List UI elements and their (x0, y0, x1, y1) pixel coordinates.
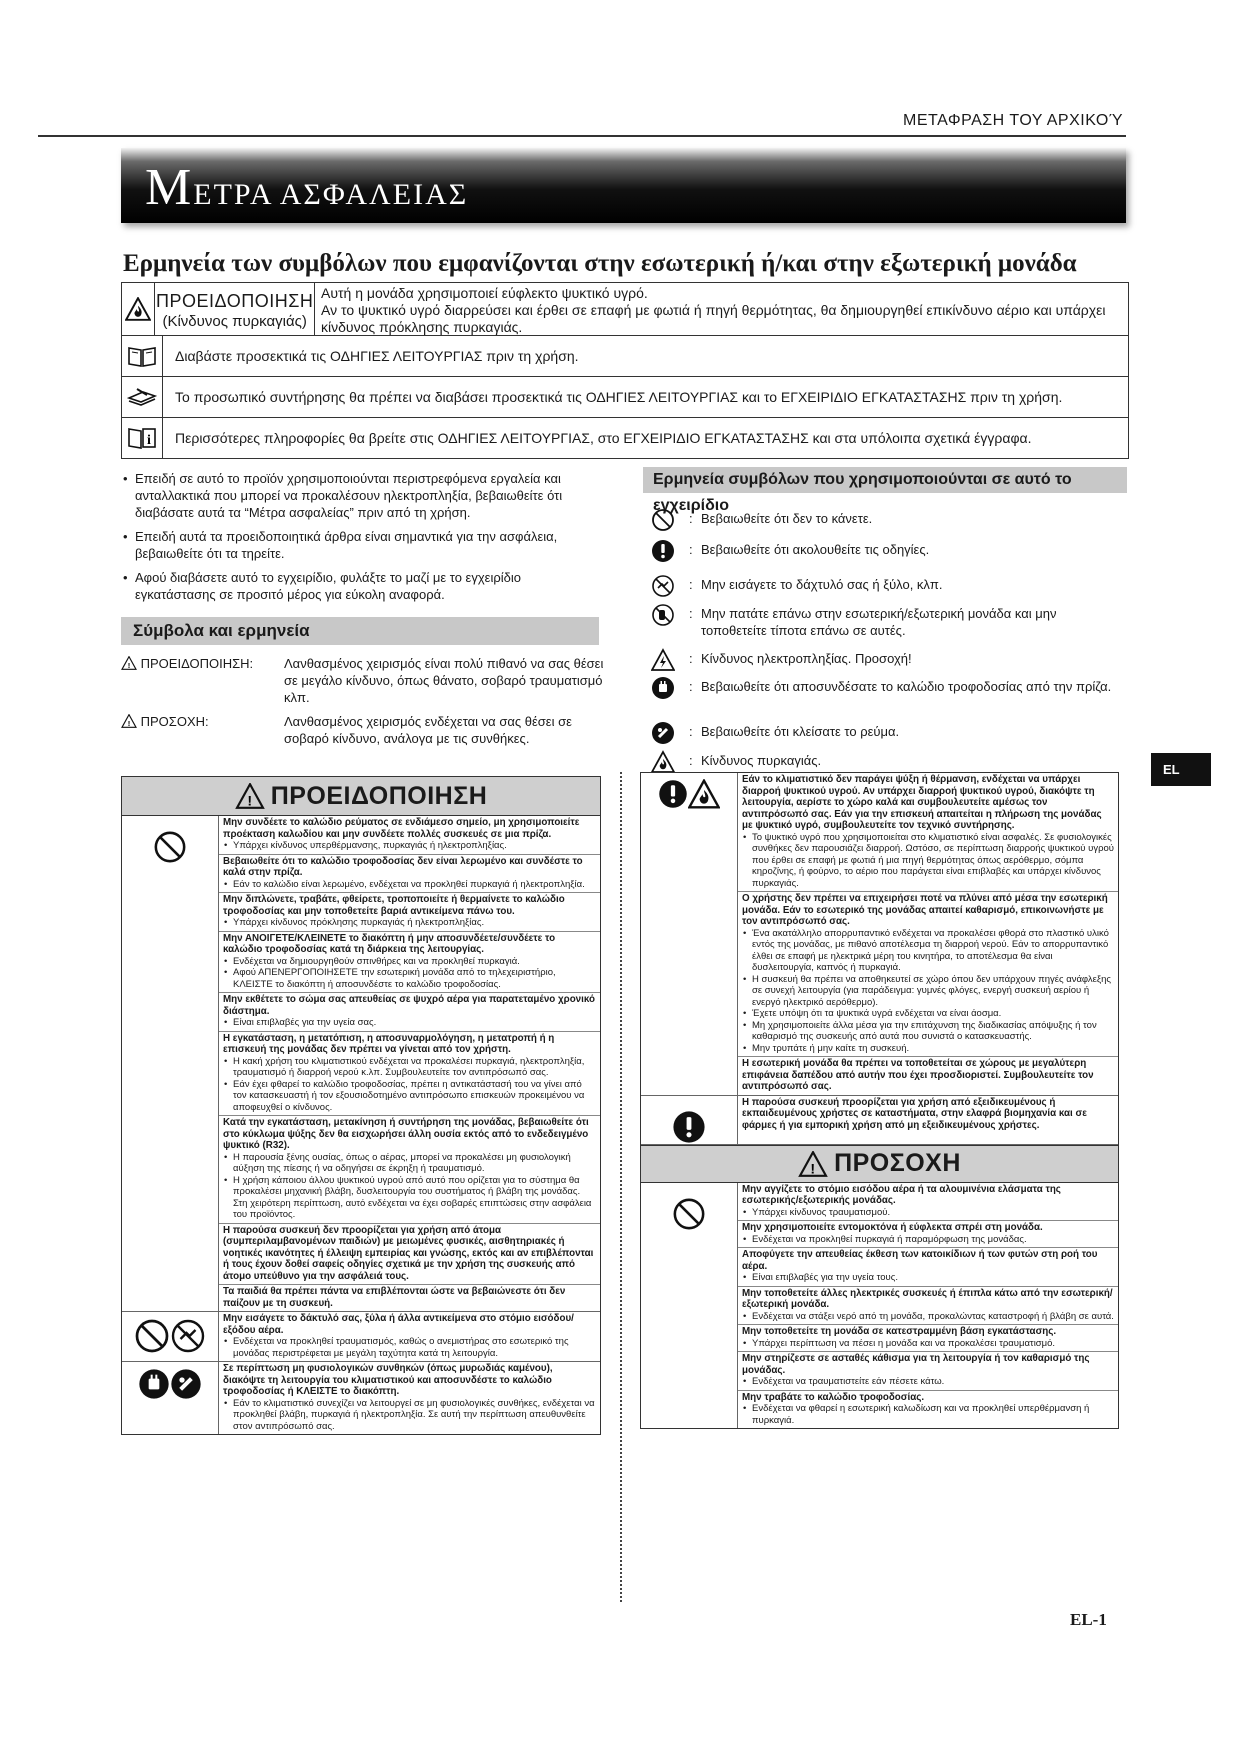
safety-item (738, 773, 1118, 892)
safety-item-note: • Ενδέχεται να τραυματιστείτε εάν πέσετε κάτω. (742, 1376, 1114, 1388)
signal-warning: ΠΡΟΕΙΔΟΠΟΙΗΣΗ: Λανθασμένος χειρισμός είναι πολύ πιθανό να σας θέσει σε μεγάλο κίνδυνο, όπως θάνατο, σοβαρό τραυματισμό κλπ. (121, 655, 611, 715)
safety-item (219, 1116, 600, 1224)
safety-item (738, 1183, 1118, 1222)
safety-item-heading: Σε περίπτωση μη φυσιολογικών συνθηκών (όπως μυρωδιάς καμένου), διακόψτε τη λειτουργία του κλιματιστικού και αποσυνδέστε το καλώδιο τροφοδοσίας ή ΚΛΕΙΣΤΕ το διακόπτη. (223, 1363, 553, 1397)
read-manual-row (122, 336, 1128, 377)
warning-box-heading: ΠΡΟΕΙΔΟΠΟΙΗΣΗ (122, 777, 600, 816)
safety-item-heading: Μην χρησιμοποιείτε εντομοκτόνα ή εύφλεκτα σπρέι στη μονάδα. (742, 1222, 1043, 1233)
page-title: ΜΕΤΡΑ ΑΣΦΑΛΕΙΑΣ (145, 159, 469, 216)
header-rule (38, 135, 1126, 137)
safety-item-heading: Μην τραβάτε το καλώδιο τροφοδοσίας. (742, 1391, 925, 1403)
safety-item-note: • Ενδέχεται να φθαρεί η εσωτερική καλωδίωση και να προκληθεί υπερθέρμανση ή πυρκαγιά. (742, 1403, 1114, 1426)
manual-symbol-row: : Βεβαιωθείτε ότι δεν το κάνετε. (651, 510, 1121, 530)
safety-item-heading: Μην εκθέτετε το σώμα σας απευθείας σε ψυχρό αέρα για παρατεταμένο χρονικό διάστημα. (223, 994, 595, 1017)
safety-item (738, 1248, 1118, 1287)
signals-heading: Σύμβολα και ερμηνεία (121, 617, 599, 645)
language-tab: EL (1151, 753, 1211, 786)
intro-bullets (121, 470, 601, 610)
fire-icon (651, 750, 675, 774)
safety-item (738, 1325, 1118, 1352)
safety-item-heading: Μην στηρίζεστε σε ασταθές κάθισμα για τη λειτουργία ή τον καθαρισμό της μονάδας. (742, 1353, 1090, 1376)
safety-item-heading: Μην εισάγετε το δάκτυλό σας, ξύλα ή άλλα αντικείμενα στο στόμιο εισόδου/εξόδου αέρα. (223, 1313, 574, 1336)
warning-group-refrigerant (641, 773, 1118, 1096)
safety-item-note: • Είναι επιβλαβές για την υγεία σας. (223, 1017, 596, 1029)
safety-item-heading: Μην τοποθετείτε άλλες ηλεκτρικές συσκευές ή έπιπλα κάτω από την εσωτερική/εξωτερική μονάδα. (742, 1287, 1113, 1310)
warning-triangle-icon (798, 1151, 828, 1177)
safety-item-note: • Η παρουσία ξένης ουσίας, όπως ο αέρας, μπορεί να προκαλέσει μη φυσιολογική αύξηση της πίεσης ή να οδηγήσει σε έκρηξη ή τραυματισμό. (223, 1152, 596, 1175)
prohibition-icon (134, 1318, 170, 1354)
warning-triangle-icon (121, 714, 137, 728)
fire-warning-subtitle: (Κίνδυνος πυρκαγιάς) (162, 313, 307, 330)
safety-item (738, 1391, 1118, 1429)
safety-item (738, 1096, 1118, 1134)
no-stepping-icon (651, 603, 675, 627)
warning-triangle-icon (235, 783, 265, 809)
safety-item (219, 993, 600, 1032)
intro-bullet: • Αφού διαβάσετε αυτό το εγχειρίδιο, φυλάξτε το μαζί με το εγχειρίδιο εγκατάστασης σε προσιτό μέρος για εύκολη αναφορά. (121, 569, 601, 603)
fire-warning-line-1: Αυτή η μονάδα χρησιμοποιεί εύφλεκτο ψυκτικό υγρό. (321, 285, 648, 301)
safety-item (219, 816, 600, 855)
power-off-icon (170, 1368, 202, 1400)
manual-symbol-row: : Μην πατάτε επάνω στην εσωτερική/εξωτερική μονάδα και μην τοποθετείτε τίποτα επάνω σε αυτές. (651, 605, 1121, 641)
safety-item (219, 1224, 600, 1286)
intro-bullet: • Επειδή αυτά τα προειδοποιητικά άρθρα είναι σημαντικά για την ασφάλεια, βεβαιωθείτε ότι τα τηρείτε. (121, 528, 601, 562)
no-finger-icon (651, 574, 675, 598)
unplug-icon (651, 676, 675, 700)
safety-item-heading: Αποφύγετε την απευθείας έκθεση των κατοικίδιων ή των φυτών στη ροή του αέρα. (742, 1249, 1098, 1272)
manual-symbol-row: : Μην εισάγετε το δάχτυλό σας ή ξύλο, κλπ. (651, 576, 1121, 596)
signal-caution: ΠΡΟΣΟΧΗ: Λανθασμένος χειρισμός ενδέχεται να σας θέσει σε σοβαρό κίνδυνο, ανάλογα με τις συνθήκες. (121, 713, 611, 753)
manual-symbol-row: : Βεβαιωθείτε ότι ακολουθείτε τις οδηγίες. (651, 541, 1121, 561)
safety-item-heading: Μην ΑΝΟΙΓΕΤΕ/ΚΛΕΙΝΕΤΕ το διακόπτη ή μην αποσυνδέετε/συνδέετε το καλώδιο τροφοδοσίας κατά τη διάρκεια της λειτουργίας. (223, 932, 556, 955)
manual-symbol-row: : Κίνδυνος ηλεκτροπληξίας. Προσοχή! (651, 650, 1121, 670)
safety-item-note: • Υπάρχει κίνδυνος υπερθέρμανσης, πυρκαγιάς ή ηλεκτροπληξίας. (223, 840, 596, 852)
safety-item-note: • Η χρήση κάποιου άλλου ψυκτικού υγρού από αυτό που ορίζεται για το σύστημα θα προκαλέσει μηχανική βλάβη, δυσλειτουργία του συστήματος ή βλάβη της μονάδας. Στη χειρότερη περίπτωση, αυτό ενδέχεται να έχει σοβαρές επιπτώσεις στην ασφάλεια του προϊόντος. (223, 1175, 596, 1221)
manual-symbol-row: : Κίνδυνος πυρκαγιάς. (651, 752, 1121, 772)
safety-item (219, 932, 600, 994)
fire-warning-line-2: Αν το ψυκτικό υγρό διαρρεύσει και έρθει σε επαφή με φωτιά ή πηγή θερμότητας, θα δημιουργηθεί επικίνδυνο αέριο και υπάρχει κίνδυνος πρόκλησης πυρκαγιάς. (321, 302, 1106, 335)
safety-item (219, 893, 600, 932)
safety-item-note: • Έχετε υπόψη ότι τα ψυκτικά υγρά ενδέχεται να είναι άοσμα. (742, 1008, 1114, 1020)
column-divider (620, 772, 622, 1602)
safety-item-heading: Η εγκατάσταση, η μετατόπιση, η αποσυναρμολόγηση, η μετατροπή ή η επισκευή της μονάδας δεν πρέπει να γίνεται από τον χρήστη. (223, 1032, 555, 1055)
warning-box-continued (640, 772, 1119, 1429)
service-manual-text: Το προσωπικό συντήρησης θα πρέπει να διαβάσει προσεκτικά τις ΟΔΗΓΙΕΣ ΛΕΙΤΟΥΡΓΙΑΣ και το ΕΓΧΕΙΡΙΔΙΟ ΕΓΚΑΤΑΣΤΑΣΗΣ πριν τη χρήση. (175, 389, 1063, 405)
service-manual-row (122, 377, 1128, 418)
safety-item-note: • Ενδέχεται να στάξει νερό από τη μονάδα, προκαλώντας καταστροφή ή βλάβη σε αυτά. (742, 1311, 1114, 1323)
book-icon (122, 336, 163, 376)
safety-item-heading: Βεβαιωθείτε ότι το καλώδιο τροφοδοσίας δεν είναι λερωμένο και συνδέστε το καλά στην πρίζα. (223, 855, 583, 878)
safety-item-note: • Υπάρχει κίνδυνος πρόκλησης πυρκαγιάς ή ηλεκτροπληξίας. (223, 917, 596, 929)
info-text: Περισσότερες πληροφορίες θα βρείτε στις ΟΔΗΓΙΕΣ ΛΕΙΤΟΥΡΓΙΑΣ, στο ΕΓΧΕΙΡΙΔΙΟ ΕΓΚΑΤΑΣΤΑΣΗΣ και στα υπόλοιπα σχετικά έγγραφα. (175, 430, 1032, 446)
service-manual-icon (122, 377, 163, 417)
safety-item-heading: Τα παιδιά θα πρέπει πάντα να επιβλέπονται ώστε να βεβαιώνεστε ότι δεν παίζουν με τη συσκευή. (223, 1286, 566, 1309)
symbols-table (121, 282, 1129, 459)
safety-item-heading: Μην αγγίζετε το στόμιο εισόδου αέρα ή τα αλουμινένια ελάσματα της εσωτερικής/εξωτερικής μονάδας. (742, 1183, 1061, 1206)
warning-group-fingers (122, 1312, 600, 1362)
fire-warning-row (122, 283, 1128, 336)
electric-shock-icon (651, 648, 675, 672)
safety-item (738, 1352, 1118, 1391)
warning-group-abnormal (122, 1362, 600, 1434)
power-off-icon (651, 721, 675, 745)
safety-item-heading: Μην τοποθετείτε τη μονάδα σε κατεστραμμένη βάση εγκατάστασης. (742, 1326, 1057, 1337)
safety-item-heading: Κατά την εγκατάσταση, μετακίνηση ή συντήρηση της μονάδας, βεβαιωθείτε ότι στο κύκλωμα ψύξης δεν θα εισχωρήσει άλλη ουσία εκτός από το ενδεδειγμένο ψυκτικό (R32). (223, 1117, 589, 1151)
safety-item-note: • Αφού ΑΠΕΝΕΡΓΟΠΟΙΗΣΕΤΕ την εσωτερική μονάδα από το τηλεχειριστήριο, ΚΛΕΙΣΤΕ το διακόπτη ή αποσυνδέστε το καλώδιο τροφοδοσίας. (223, 967, 596, 990)
unplug-icon (138, 1368, 170, 1400)
fire-icon (122, 283, 155, 335)
intro-bullet: • Επειδή σε αυτό το προϊόν χρησιμοποιούνται περιστρεφόμενα εργαλεία και ανταλλακτικά που μπορεί να προκαλέσουν ηλεκτροπληξία, βεβαιωθείτε ότι διαβάσατε αυτά τα “Μέτρα ασφαλείας” πριν από τη χρήση. (121, 470, 601, 521)
fire-warning-title: ΠΡΟΕΙΔΟΠΟΙΗΣΗ (156, 291, 314, 311)
safety-item-note: • Είναι επιβλαβές για την υγεία τους. (742, 1272, 1114, 1284)
safety-item-heading: Μην διπλώνετε, τραβάτε, φθείρετε, τροποποιείτε ή θερμαίνετε το καλώδιο τροφοδοσίας και μην τοποθετείτε βαριά αντικείμενα πάνω του. (223, 894, 565, 917)
safety-item-note: • Εάν έχει φθαρεί το καλώδιο τροφοδοσίας, πρέπει η αντικατάστασή του να γίνει από τον κατασκευαστή ή τον εξουσιοδοτημένο αντιπρόσωπο επισκευών προκειμένου να αποφευχθεί ο κίνδυνος. (223, 1079, 596, 1114)
title-banner (121, 148, 1126, 223)
page-number: EL-1 (1070, 1610, 1107, 1629)
warning-group-qualified-users (641, 1096, 1118, 1145)
warning-box (121, 776, 601, 1435)
safety-item-heading: Ο χρήστης δεν πρέπει να επιχειρήσει ποτέ να πλύνει από μέσα την εσωτερική μονάδα. Εάν το εσωτερικό της μονάδας απαιτεί καθαρισμό, επικοινωνήστε με τον αντιπρόσωπό σας. (742, 893, 1108, 927)
read-manual-text: Διαβάστε προσεκτικά τις ΟΔΗΓΙΕΣ ΛΕΙΤΟΥΡΓΙΑΣ πριν τη χρήση. (175, 348, 579, 364)
safety-item-note: • Υπάρχει περίπτωση να πέσει η μονάδα και να προκαλέσει τραυματισμό. (742, 1338, 1114, 1350)
prohibition-icon (651, 508, 675, 532)
warning-triangle-icon (121, 656, 137, 670)
fire-icon (688, 779, 720, 809)
symbols-heading: Ερμηνεία των συμβόλων που εμφανίζονται στην εσωτερική ή/και στην εξωτερική μονάδα (123, 250, 1077, 277)
safety-item-note: • Ενδέχεται να προκληθεί πυρκαγιά ή παραμόρφωση της μονάδας. (742, 1234, 1114, 1246)
translation-note: ΜΕΤΑΦΡΑΣΗ ΤΟΥ ΑΡΧΙΚΟΎ (903, 112, 1123, 129)
manual-symbol-row: : Βεβαιωθείτε ότι κλείσατε το ρεύμα. (651, 723, 1121, 743)
safety-item-note: • Ένα ακατάλληλο απορρυπαντικό ενδέχεται να προκαλέσει φθορά στο πλαστικό υλικό εντός της μονάδας, με πιθανό αποτέλεσμα τη διαρροή νερού. Εάν το απορρυπαντικό έλθει σε επαφή με ηλεκτρικά μέρη του κινητήρα, το αποτέλεσμα θα είναι δυσλειτουργία, καπνός ή πυρκαγιά. (742, 928, 1114, 974)
safety-item-note: • Μην τρυπάτε ή μην καίτε τη συσκευή. (742, 1043, 1114, 1055)
safety-item-heading: Η εσωτερική μονάδα θα πρέπει να τοποθετείται σε χώρους με μεγαλύτερη επιφάνεια δαπέδου από αυτήν που έχει προσδιοριστεί. Συμβουλευτείτε τον αντιπρόσωπό σας. (742, 1058, 1094, 1092)
safety-item-note: • Ενδέχεται να προκληθεί τραυματισμός, καθώς ο ανεμιστήρας στο εσωτερικό της μονάδας περιστρέφεται με μεγάλη ταχύτητα κατά τη λειτουργία. (223, 1336, 596, 1359)
safety-item-note: • Η συσκευή θα πρέπει να αποθηκευτεί σε χώρο όπου δεν υπάρχουν πηγές ανάφλεξης σε συνεχή λειτουργία (για παράδειγμα: γυμνές φλόγες, ενεργή συσκευή αερίου ή ενεργό ηλεκτρικό αερόθερμο). (742, 974, 1114, 1009)
prohibition-icon (672, 1197, 706, 1231)
caution-box-heading: ΠΡΟΣΟΧΗ (641, 1145, 1118, 1183)
exclamation-icon (672, 1110, 706, 1144)
safety-item-heading: Η παρούσα συσκευή δεν προορίζεται για χρήση από άτομα (συμπεριλαμβανομένων παιδιών) με μειωμένες φυσικές, αισθητηριακές ή νοητικές ικανότητες ή έλλειψη εμπειρίας και γνώσης, εκτός και αν επιβλέπονται ή τους έχουν δοθεί σαφείς οδηγίες σχετικά με την χρήση της συσκευής από άτομο υπεύθυνο για την ασφάλειά τους. (223, 1224, 594, 1282)
safety-item-heading: Η παρούσα συσκευή προορίζεται για χρήση από εξειδικευμένους ή εκπαιδευμένους χρήστες σε καταστήματα, στην ελαφρά βιομηχανία και σε φάρμες ή για εμπορική χρήση από μη εξειδικευμένους χρήστες. (742, 1096, 1087, 1131)
safety-item-note: • Το ψυκτικό υγρό που χρησιμοποιείται στο κλιματιστικό είναι ασφαλές. Σε φυσιολογικές συνθήκες δεν παρουσιάζει διαρροή. Ωστόσο, σε περίπτωση διαρροής ψυκτικού υγρού που έρθει σε επαφή με φωτιά ή μια πηγή θερμότητας όπως αερόθερμο, σόμπα κηροζίνης, ή φούρνο, το αέριο που παράγεται είναι επιβλαβές και υπάρχει κίνδυνος πυρκαγιάς. (742, 832, 1114, 890)
manual-symbol-row: : Βεβαιωθείτε ότι αποσυνδέσατε το καλώδιο τροφοδοσίας από την πρίζα. (651, 678, 1121, 714)
safety-item (219, 1312, 600, 1361)
safety-item-heading: Εάν το κλιματιστικό δεν παράγει ψύξη ή θέρμανση, ενδέχεται να υπάρχει διαρροή ψυκτικού υγρού. Αν υπάρχει διαρροή ψυκτικού υγρού, διακόψτε τη λειτουργία, αερίστε το χώρο καλά και συμβουλευτείτε αμέσως τον αντιπρόσωπό σας. Εάν για την επισκευή απαιτείται η πλήρωση της μονάδας με ψυκτικό υγρό, συμβουλευτείτε τον τεχνικό συντήρησης. (742, 774, 1102, 831)
safety-item (738, 1057, 1118, 1095)
safety-item (219, 1285, 600, 1311)
caution-group (641, 1183, 1118, 1429)
safety-item (738, 1221, 1118, 1248)
safety-item-note: • Μη χρησιμοποιείτε άλλα μέσα για την επιτάχυνση της διαδικασίας απόψυξης ή τον καθαρισμό της συσκευής από αυτά που συνιστά ο κατασκευαστής. (742, 1020, 1114, 1043)
info-row (122, 418, 1128, 458)
manual-symbols-heading: Ερμηνεία συμβόλων που χρησιμοποιούνται σε αυτό το εγχειρίδιο (643, 467, 1127, 493)
safety-item-heading: Μην συνδέετε το καλώδιο ρεύματος σε ενδιάμεσο σημείο, μη χρησιμοποιείτε προέκταση καλωδίου και μην συνδέετε πολλές συσκευές σε μια πρίζα. (223, 817, 580, 840)
prohibition-icon (153, 830, 187, 864)
exclamation-icon (651, 539, 675, 563)
warning-group-prohibited (122, 816, 600, 1312)
safety-item (219, 855, 600, 894)
safety-item-note: • Εάν το κλιματιστικό συνεχίζει να λειτουργεί σε μη φυσιολογικές συνθήκες, ενδέχεται να προκληθεί βλάβη, πυρκαγιά ή ηλεκτροπληξία. Σε αυτή την περίπτωση απευθυνθείτε στον αντιπρόσωπό σας. (223, 1398, 596, 1433)
safety-item-note: • Υπάρχει κίνδυνος τραυματισμού. (742, 1207, 1114, 1219)
safety-item (219, 1032, 600, 1117)
safety-item (738, 1287, 1118, 1326)
safety-item-note: • Ενδέχεται να δημιουργηθούν σπινθήρες και να προκληθεί πυρκαγιά. (223, 956, 596, 968)
safety-item (219, 1362, 600, 1434)
safety-item-note: • Η κακή χρήση του κλιματιστικού ενδέχεται να προκαλέσει πυρκαγιά, ηλεκτροπληξία, τραυματισμό ή διαρροή νερού κ.λπ. Συμβουλευτείτε τον αντιπρόσωπό σας. (223, 1056, 596, 1079)
info-icon (122, 418, 163, 458)
no-finger-icon (170, 1318, 206, 1354)
exclamation-icon (658, 779, 688, 809)
safety-item-note: • Εάν το καλώδιο είναι λερωμένο, ενδέχεται να προκληθεί πυρκαγιά ή ηλεκτροπληξία. (223, 879, 596, 891)
safety-item (738, 892, 1118, 1057)
